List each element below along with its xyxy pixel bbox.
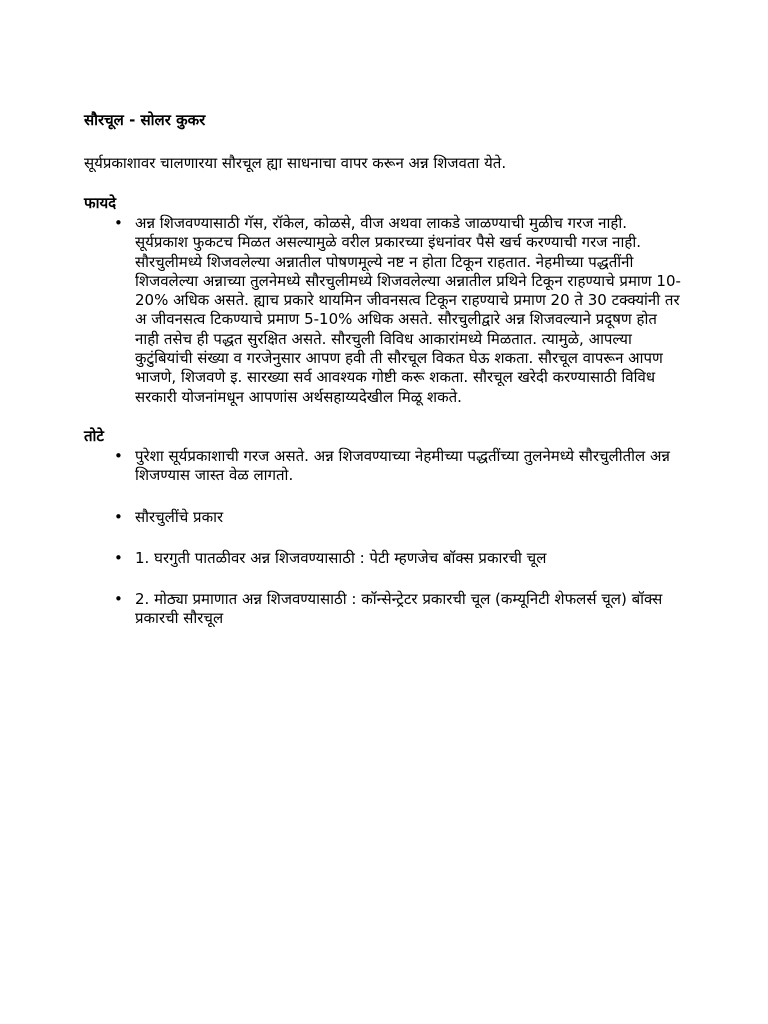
bullet-icon: • [114,548,123,567]
benefits-heading: फायदे [84,194,117,212]
document-title: सौरचूल - सोलर कुकर [84,111,206,129]
list-item-text: 2. मोठ्या प्रमाणात अन्न शिजवण्यासाठी : कॉन्सेन्ट्रेटर प्रकारची चूल (कम्यूनिटी शेफलर्स चूल) बॉक्स प्रकारची सौरचूल [135,590,663,628]
list-item-text: अन्न शिजवण्यासाठी गॅस, रॉकेल, कोळसे, वीज अथवा लाकडे जाळण्याची मुळीच गरज नाही. सूर्यप्रकाश फुकटच मिळत असल्यामुळे वरील प्रकारच्या इंधनांवर पैसे खर्च करण्याची गरज नाही. सौरचुलीमध्ये शिजवलेल्या अन्नातील पोषणमूल्ये नष्ट न होता टिकून राहतात. नेहमीच्या पद्धतींनी शिजवलेल्या अन्नाच्या तुलनेमध्ये सौरचुलीमध्ये शिजवलेल्या अन्नातील प्रथिने टिकून राहण्याचे प्रमाण 10-20% अधिक असते. ह्याच प्रकारे थायमिन जीवनसत्व टिकून राहण्याचे प्रमाण 20 ते 30 टक्क्यांनी तर अ जीवनसत्व टिकण्याचे प्रमाण 5-10% अधिक असते. सौरचुलीद्वारे अन्न शिजवल्याने प्रदूषण होत नाही तसेच ही पद्धत सुरक्षित असते. सौरचुली विविध आकारांमध्ये मिळतात. त्यामुळे, आपल्या कुटुंबियांची संख्या व गरजेनुसार आपण हवी ती सौरचूल विकत घेऊ शकता. सौरचूल वापरून आपण भाजणे, शिजवणे इ. सारख्या सर्व आवश्यक गोष्टी करू शकता. सौरचूल खरेदी करण्यासाठी विविध सरकारी योजनांमधून आपणांस अर्थसहाय्यदेखील मिळू शकते. [135,214,681,406]
bullet-icon: • [114,590,123,609]
list-item [84,590,684,629]
list-item [84,214,684,407]
list-item-text: सौरचुलींचे प्रकार [135,507,224,526]
drawbacks-heading: तोटे [84,426,104,445]
list-item [84,549,684,568]
intro-paragraph: सूर्यप्रकाशावर चालणारया सौरचूल ह्या साधनाचा वापर करून अन्न शिजवता येते. [84,154,507,172]
list-item-text: पुरेशा सूर्यप्रकाशाची गरज असते. अन्न शिजवण्याच्या नेहमीच्या पद्धतींच्या तुलनेमध्ये सौरचुलीतील अन्न शिजण्यास जास्त वेळ लागतो. [135,446,670,485]
list-item [84,447,684,486]
list-item [84,508,684,527]
benefits-list [84,214,684,407]
bullet-icon: • [114,446,123,465]
bullet-icon: • [114,507,123,526]
bullet-icon: • [114,214,123,232]
list-item-text: 1. घरगुती पातळीवर अन्न शिजवण्यासाठी : पेटी म्हणजेच बॉक्स प्रकारची चूल [135,548,547,567]
drawbacks-list [84,447,684,629]
document-page [84,108,684,629]
